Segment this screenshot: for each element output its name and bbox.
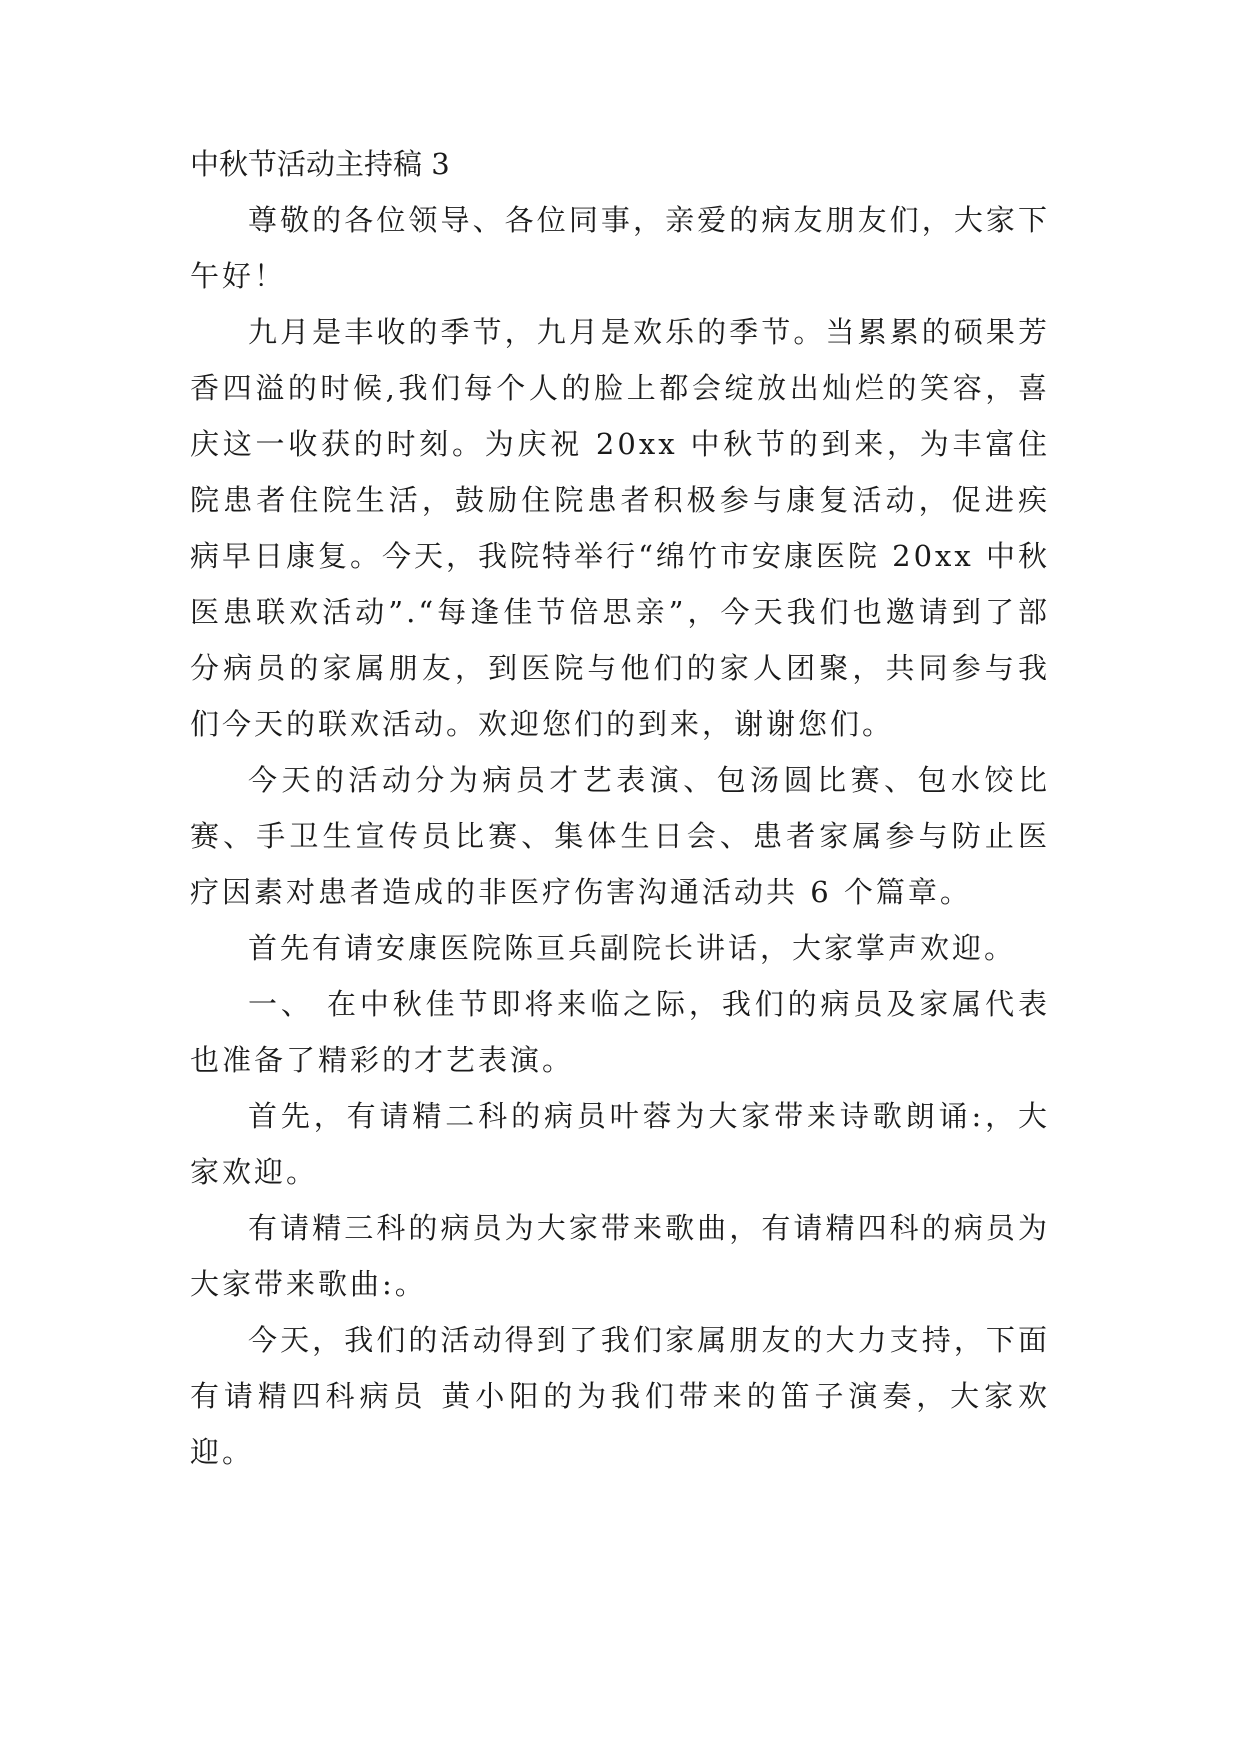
document-title: 中秋节活动主持稿 3 [190, 147, 450, 181]
paragraph-vice-president-speech: 首先有请安康医院陈亘兵副院长讲话，大家掌声欢迎。 [248, 931, 1017, 965]
paragraph-poetry-recital: 首先，有请精二科的病员叶蓉为大家带来诗歌朗诵:，大家欢迎。 [190, 1099, 1050, 1189]
paragraph-flute-performance: 今天，我们的活动得到了我们家属朋友的大力支持，下面有请精四科病员 黄小阳的为我们带来的笛子演奏，大家欢迎。 [190, 1323, 1050, 1469]
paragraph-section-one: 一、 在中秋佳节即将来临之际，我们的病员及家属代表也准备了精彩的才艺表演。 [190, 987, 1050, 1077]
paragraph-introduction: 九月是丰收的季节，九月是欢乐的季节。当累累的硕果芳香四溢的时候,我们每个人的脸上都会绽放出灿烂的笑容，喜庆这一收获的时刻。为庆祝 20xx 中秋节的到来，为丰富住院患者住院生活，鼓励住院患者积极参与康复活动，促进疾病早日康复。今天，我院特举行“绵竹市安康医院 20xx 中秋医患联欢活动”.“每逢佳节倍思亲”，今天我们也邀请到了部分病员的家属朋友，到医院与他们的家人团聚，共同参与我们今天的联欢活动。欢迎您们的到来，谢谢您们。 [190, 315, 1050, 741]
document-body [190, 136, 1050, 1480]
paragraph-greeting: 尊敬的各位领导、各位同事，亲爱的病友朋友们，大家下午好！ [190, 203, 1050, 293]
paragraph-program-overview: 今天的活动分为病员才艺表演、包汤圆比赛、包水饺比赛、手卫生宣传员比赛、集体生日会、患者家属参与防止医疗因素对患者造成的非医疗伤害沟通活动共 6 个篇章。 [190, 763, 1050, 909]
paragraph-songs: 有请精三科的病员为大家带来歌曲，有请精四科的病员为大家带来歌曲:。 [190, 1211, 1050, 1301]
